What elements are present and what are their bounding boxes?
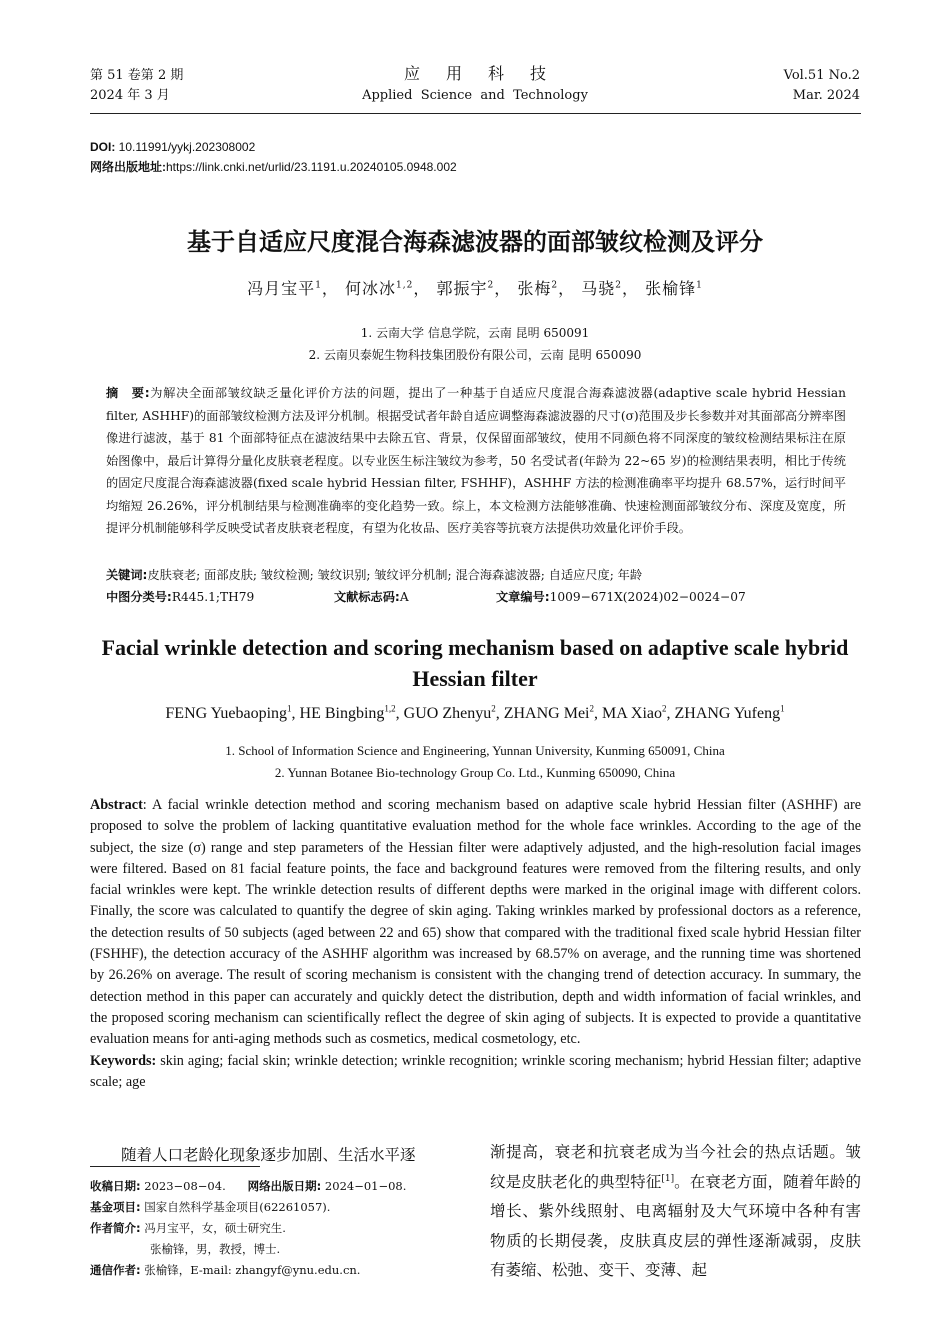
affiliations-cn xyxy=(0,322,950,366)
affiliation-cn-2: 2. 云南贝泰妮生物科技集团股份有限公司，云南 昆明 650090 xyxy=(308,348,642,362)
author-list-en xyxy=(0,702,950,726)
citation-ref[interactable]: [1] xyxy=(661,1173,675,1184)
author-cn: 马骁$^2$， xyxy=(581,279,639,298)
author-cn: 张榆锋$^1$ xyxy=(645,279,703,298)
affiliations-en xyxy=(0,740,950,784)
author-cn: 郭振宇$^2$， xyxy=(436,279,512,298)
fund-project: 基金项目: 国家自然科学基金项目(62261057). xyxy=(90,1200,331,1214)
article-number: 文章编号:1009−671X(2024)02−0024−07 xyxy=(496,590,746,604)
author-en: GUO Zhenyu$^2$, xyxy=(403,703,504,722)
keywords-en-label: Keywords: xyxy=(90,1052,157,1069)
abstract-en xyxy=(90,795,861,1093)
date-line: 2024 年 3 月 xyxy=(90,88,170,103)
author-bio-2: 张榆锋，男，教授，博士. xyxy=(150,1242,281,1256)
doi-block xyxy=(90,137,457,177)
issue-line: 第 51 卷第 2 期 xyxy=(90,68,184,83)
volume-line: Vol.51 No.2 xyxy=(783,68,860,83)
affiliation-en-1: 1. School of Information Science and Engineering, Yunnan University, Kunming 650091, China xyxy=(225,743,725,758)
abstract-en-label: Abstract xyxy=(90,797,143,813)
online-address-label: 网络出版地址: xyxy=(90,160,166,174)
clc-number: 中图分类号:R445.1;TH79 xyxy=(106,590,255,604)
abstract-en-text: : A facial wrinkle detection method and scoring mechanism based on adaptive scale hybrid Hessian filter (ASHHF) are proposed to solve the problem of lacking quantitative evaluation method for the whole face wrinkles. According to the age of the subject, the size (σ) range and step parameters of the Hessian filter were adaptively adjusted, and the high-resolution facial images were filtered. Based on 81 facial feature points, the face and background features were removed from the filtering results, and only facial wrinkles were kept. The wrinkle detection results of different depths were marked in the original image with different colors. Finally, the score was calculated to quantify the degree of skin aging. Taking wrinkles marked by professional doctors as a reference, the detection results of 50 subjects (aged between 22 and 65) show that compared with the traditional fixed scale hybrid Hessian filter (FSHHF), the detection accuracy of the ASHHF algorithm was increased by 68.57% on average, and the running time was shortened by 26.26% on average. The result of scoring mechanism is consistent with the changing trend of detection accuracy. In summary, the detection method in this paper can accurately and quickly detect the distribution, depth and width information of facial wrinkles, and the proposed scoring mechanism can scientifically reflect the degree of skin aging of subjects. It is expected to provide a quantitative evaluation means for anti-aging methods such as cosmetics, medical cosmetology, etc. xyxy=(90,797,861,1048)
author-bio: 作者简介: 冯月宝平，女，硕士研究生. xyxy=(90,1221,286,1235)
journal-name-en: Applied Science and Technology xyxy=(362,88,588,103)
abstract-cn-label: 摘 要: xyxy=(106,386,150,400)
author-en: HE Bingbing$^{1,2}$, xyxy=(299,703,404,722)
affiliation-cn-1: 1. 云南大学 信息学院，云南 昆明 650091 xyxy=(360,326,590,340)
footnotes xyxy=(90,1176,470,1281)
doi-value[interactable]: 10.11991/yykj.202308002 xyxy=(115,140,256,154)
keywords-cn xyxy=(106,564,846,586)
document-code: 文献标志码:A xyxy=(334,590,409,604)
keywords-cn-label: 关键词: xyxy=(106,568,148,582)
body-text-left: 随着人口老龄化现象逐步加剧、生活水平逐 xyxy=(121,1146,416,1164)
author-en: FENG Yuebaoping$^1$, xyxy=(165,703,300,722)
corresponding-author: 通信作者: 张榆锋，E-mail: zhangyf@ynu.edu.cn. xyxy=(90,1263,361,1277)
keywords-cn-text: 皮肤衰老; 面部皮肤; 皱纹检测; 皱纹识别; 皱纹评分机制; 混合海森滤波器; 自适应尺度; 年龄 xyxy=(147,568,643,582)
abstract-cn-text: 为解决全面部皱纹缺乏量化评价方法的问题，提出了一种基于自适应尺度混合海森滤波器(adaptive scale hybrid Hessian filter, ASHHF)的面部皱纹检测方法及评分机制。根据受试者年龄自适应调整海森滤波器的尺寸(σ)范围及步长参数并对其面部高分辨率图像进行滤波，基于 81 个面部特征点在滤波结果中去除五官、背景，仅保留面部皱纹，使用不同颜色将不同深度的皱纹检测结果标注在原始图像中，最后计算得分量化皮肤衰老程度。以专业医生标注皱纹为参考，50 名受试者(年龄为 22~65 岁)的检测结果表明，相比于传统的固定尺度混合海森滤波器(fixed scale hybrid Hessian filter, FSHHF)，ASHHF 方法的检测准确率平均提升 68.57%，运行时间平均缩短 26.26%，评分机制结果与检测准确率的变化趋势一致。综上，本文检测方法能够准确、快速检测面部皱纹分布、深度及宽度，所提评分机制能够科学反映受试者皮肤衰老程度，有望为化妆品、医疗美容等抗衰方法提供功效量化评价手段。 xyxy=(106,386,846,535)
author-cn: 何冰冰$^{1,2}$， xyxy=(345,279,431,298)
header-rule xyxy=(90,113,861,114)
body-text-right: 渐提高，衰老和抗衰老成为当今社会的热点话题。皱纹是皮肤老化的典型特征[1]。在衰老方面，随着年龄的增长、紫外线照射、电离辐射及大气环境中各种有害物质的长期侵袭，皮肤真皮层的弹性逐渐减弱，皮肤有萎缩、松弛、变干、变薄、起 xyxy=(490,1143,861,1279)
online-date-label: 网络出版日期: xyxy=(247,1179,322,1193)
affiliation-en-2: 2. Yunnan Botanee Bio-technology Group Co. Ltd., Kunming 650090, China xyxy=(274,765,676,780)
author-en: ZHANG Yufeng$^1$ xyxy=(674,703,785,722)
received-date: 收稿日期: 2023−08−04. 网络出版日期: 2024−01−08. xyxy=(90,1179,407,1193)
journal-issue-en xyxy=(784,66,860,106)
author-cn: 冯月宝平$^1$， xyxy=(247,279,339,298)
author-list-cn xyxy=(0,276,950,302)
online-address-link[interactable]: https://link.cnki.net/urlid/23.1191.u.20240105.0948.002 xyxy=(166,160,457,174)
author-cn: 张梅$^2$， xyxy=(517,279,576,298)
author-en: ZHANG Mei$^2$, xyxy=(503,703,602,722)
author-en: MA Xiao$^2$, xyxy=(601,703,675,722)
footnote-rule xyxy=(90,1166,260,1167)
abstract-cn xyxy=(106,382,846,540)
paper-title-en: Facial wrinkle detection and scoring mechanism based on adaptive scale hybrid Hessian filter xyxy=(101,635,849,691)
doi-label: DOI: xyxy=(90,140,116,154)
keywords-en-text: skin aging; facial skin; wrinkle detection; wrinkle recognition; wrinkle scoring mechanism; hybrid Hessian filter; adaptive scale; age xyxy=(90,1052,861,1090)
paper-title-cn: 基于自适应尺度混合海森滤波器的面部皱纹检测及评分 xyxy=(187,228,763,256)
journal-name-cn: 应用科技 xyxy=(403,64,572,83)
month-line: Mar. 2024 xyxy=(792,88,860,103)
online-date-value: 2024−01−08. xyxy=(321,1179,407,1193)
